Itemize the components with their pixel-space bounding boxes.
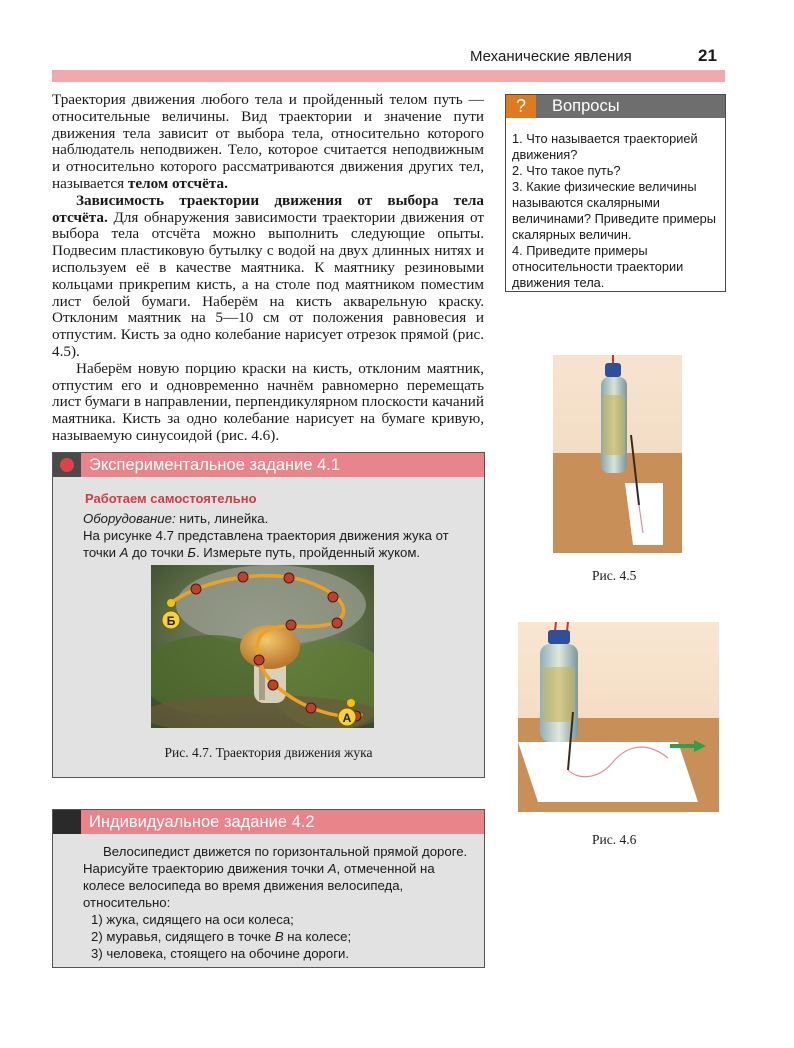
experimental-task-text (83, 510, 476, 561)
instruction-part: . Измерьте путь, пройденный жуком. (195, 545, 421, 560)
page-number: 21 (698, 46, 717, 65)
paragraph-1-text: Траектория движения любого тела и пройденный телом путь — относительные величины. Вид траектории и значение пути движения тела зависит от выбора тела, относительно которого наблюдатель неподвижен. Тело, которое считается неподвижным и относительно которого рассматриваются движения других тел, называется (52, 91, 484, 192)
paragraph-2 (52, 193, 484, 361)
individual-task-title: Индивидуальное задание 4.2 (89, 813, 315, 831)
paragraph-3: Наберём новую порцию краски на кисть, отклоним маятник, отпустим его и одновременно начнём равномерно перемещать лист бумаги в направлении, перпендикулярном плоскости качаний маятника. Кисть за одно колебание нарисует на бумаге кривую, называемую синусоидой (рис. 4.6). (52, 359, 484, 444)
list-item: 1) жука, сидящего на оси колеса; (91, 912, 294, 927)
equipment-label: Оборудование: (83, 511, 176, 526)
questions-title: Вопросы (552, 97, 620, 115)
questions-box (505, 94, 726, 292)
instruction-part: до точки (128, 545, 188, 560)
experimental-task-header (53, 453, 484, 477)
question-mark-icon: ? (506, 95, 536, 118)
equipment-list: нить, линейка. (175, 511, 269, 526)
question-item: 4. Приведите примеры относительности траектории движения тела. (512, 243, 684, 290)
question-item: 3. Какие физические величины называются скалярными величинами? Приведите примеры скалярных величин. (512, 179, 716, 242)
task-marker (53, 810, 81, 834)
intro-part: Велосипедист движется по горизонтальной прямой дороге. Нарисуйте траекторию движения точки (83, 844, 468, 876)
experimental-task-title: Экспериментальное задание 4.1 (89, 456, 341, 474)
equipment-line (83, 510, 476, 527)
experimental-task-box (52, 452, 485, 778)
task-instruction (83, 527, 476, 561)
figure-4-5-caption: Рис. 4.5 (592, 568, 637, 583)
figure-4-6-caption: Рис. 4.6 (592, 832, 637, 847)
header-bar (52, 70, 725, 82)
pendulum-photo-4-5 (553, 355, 682, 553)
individual-task-header (53, 810, 484, 834)
pendulum-photo-4-6 (518, 622, 719, 812)
questions-list (506, 118, 725, 291)
red-dot-icon (60, 458, 74, 472)
individual-task-box (52, 809, 485, 968)
beetle-trajectory-photo (151, 565, 374, 728)
point-a-ref: А (327, 861, 337, 876)
list-item: 2) муравья, сидящего в точке В на колесе; (91, 929, 352, 944)
paragraph-2-text: Для обнаружения зависимости траектории движения от выбора тела отсчёта можно выполнить следующие опыты. Подвесим пластиковую бутылку с водой на двух длинных нитях и используем её в качестве маятника. К маятнику резиновыми кольцами прикрепим кисть, а на столе под маятником поместим лист белой бумаги. Наберём на кисть акварельную краску. Отклоним маятник на 5—10 см от положения равновесия и отпустим. Кисть за одно колебание нарисует отрезок прямой (рис. 4.5). (52, 208, 484, 360)
point-b-ref: Б (187, 545, 196, 560)
section-heading-inline: Зависимость траектории движения от выбора тела отсчёта. (52, 191, 484, 226)
questions-header (506, 95, 725, 118)
point-b-ref: В (274, 929, 284, 944)
point-a-ref: А (119, 545, 129, 560)
photo-label-a: А (342, 711, 352, 725)
term-reference-body: телом отсчёта. (127, 174, 228, 192)
task-marker (53, 453, 81, 477)
instruction-part: На рисунке 4.7 представлена траектория движения жука от точки (83, 528, 449, 560)
figure-4-7-caption: Рис. 4.7. Траектория движения жука (164, 745, 373, 760)
running-header-title: Механические явления (470, 48, 632, 65)
photo-label-b: Б (166, 614, 176, 628)
list-item: 3) человека, стоящего на обочине дороги. (91, 946, 350, 961)
individual-task-intro (83, 843, 478, 911)
individual-task-text (83, 843, 478, 962)
question-item: 1. Что называется траекторией движения? (512, 131, 698, 162)
paragraph-1 (52, 92, 484, 193)
question-item: 2. Что такое путь? (512, 163, 621, 178)
main-text (52, 92, 484, 445)
experimental-task-subtitle: Работаем самостоятельно (85, 491, 257, 506)
intro-part: , отмеченной на колесе велосипеда во время движения велосипеда, относительно: (83, 861, 435, 910)
individual-task-list (83, 911, 478, 962)
